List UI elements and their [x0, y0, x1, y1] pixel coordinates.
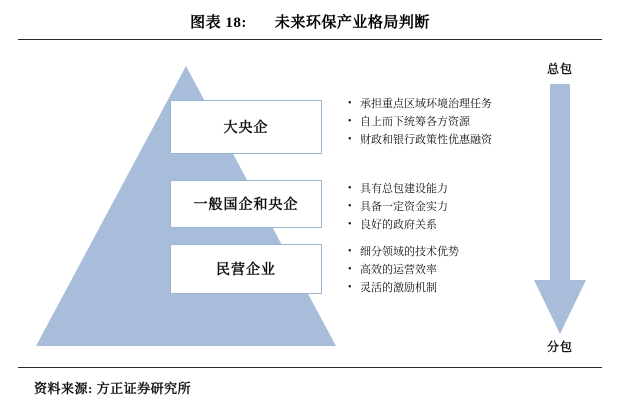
- pyramid-level-label-2: 民营企业: [216, 263, 276, 278]
- bullet-text: 具备一定资金实力: [360, 201, 448, 213]
- bullet-text: 灵活的激励机制: [360, 282, 437, 294]
- bullet-dot-icon: •: [348, 219, 352, 230]
- pyramid-level-box-2[interactable]: [170, 244, 322, 294]
- bullet-text: 高效的运营效率: [360, 264, 437, 276]
- bottom-divider: [18, 367, 602, 368]
- bullet-dot-icon: •: [348, 98, 352, 109]
- figure-title-row: [0, 4, 620, 38]
- pyramid-level-box-0[interactable]: [170, 100, 322, 154]
- bullet-dot-icon: •: [348, 282, 352, 293]
- bullet-text: 良好的政府关系: [360, 219, 437, 231]
- bullet-dot-icon: •: [348, 201, 352, 212]
- bullet-dot-icon: •: [348, 264, 352, 275]
- bullet-text: 自上而下统筹各方资源: [360, 116, 470, 128]
- bullet-text: 财政和银行政策性优惠融资: [360, 134, 492, 146]
- top-divider: [18, 39, 602, 40]
- flow-arrow-column: [520, 60, 600, 360]
- bullet-dot-icon: •: [348, 183, 352, 194]
- page-title: 未来环保产业格局判断: [274, 14, 430, 31]
- down-arrow-icon: [534, 84, 586, 334]
- pyramid-level-label-1: 一般国企和央企: [193, 198, 299, 213]
- bullet-dot-icon: •: [348, 246, 352, 257]
- pyramid-level-box-1[interactable]: [170, 180, 322, 228]
- arrow-bottom-label: 分包: [546, 340, 573, 354]
- figure-number: 图表 18:: [190, 14, 247, 31]
- bullet-text: 具有总包建设能力: [360, 183, 448, 195]
- bullet-dot-icon: •: [348, 116, 352, 127]
- bullet-dot-icon: •: [348, 134, 352, 145]
- pyramid-level-label-0: 大央企: [223, 121, 269, 136]
- arrow-top-label: 总包: [546, 62, 573, 76]
- bullet-text: 细分领域的技术优势: [360, 246, 459, 258]
- bullet-text: 承担重点区域环境治理任务: [360, 98, 492, 110]
- source-note: 资料来源: 方正证券研究所: [34, 381, 192, 396]
